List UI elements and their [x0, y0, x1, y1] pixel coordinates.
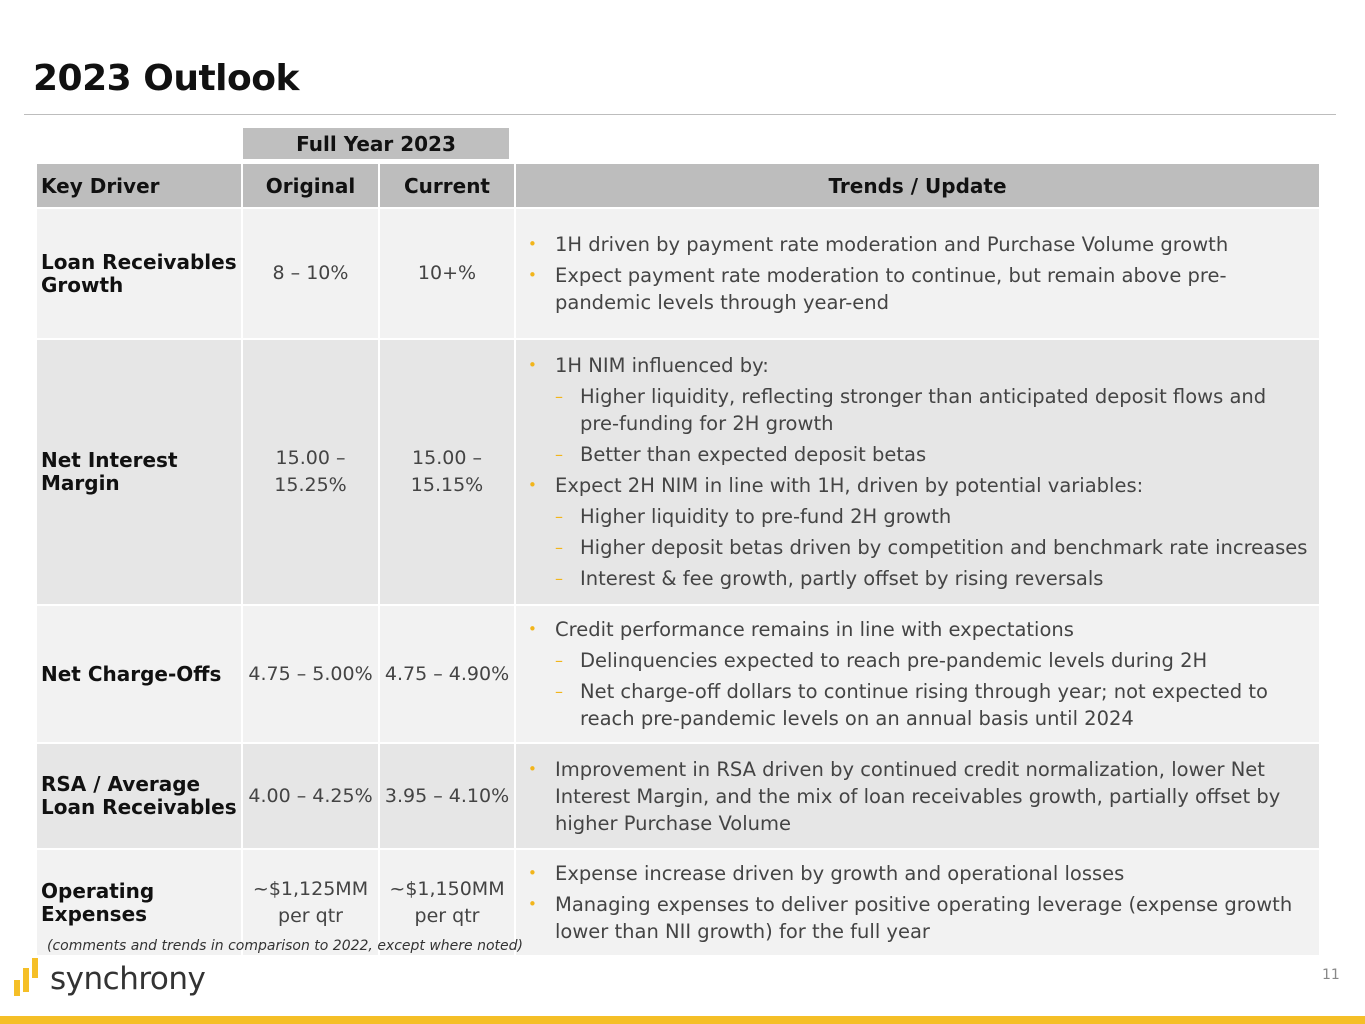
sub-bullet-item: – Better than expected deposit betas	[555, 441, 1309, 468]
bullet-text: Managing expenses to deliver positive operating leverage (expense growth lower than NII growth) for the full year	[555, 893, 1293, 943]
sub-bullet-item: – Higher deposit betas driven by competition and benchmark rate increases	[555, 534, 1309, 561]
trends-cell	[515, 208, 1320, 339]
table-header-row	[36, 163, 1320, 208]
trends-cell	[515, 339, 1320, 605]
key-driver-cell: Net Charge-Offs	[36, 605, 242, 743]
company-logo	[14, 958, 205, 996]
bullet-item	[528, 891, 1309, 945]
trends-cell	[515, 743, 1320, 849]
sub-bullet-item: – Interest & fee growth, partly offset by rising reversals	[555, 565, 1309, 592]
bullet-text: Expense increase driven by growth and operational losses	[555, 862, 1125, 885]
original-cell: 15.00 – 15.25%	[242, 339, 379, 605]
current-cell: 10+%	[379, 208, 515, 339]
bullet-list	[528, 231, 1309, 316]
footnote: (comments and trends in comparison to 2022, except where noted)	[47, 938, 523, 954]
bullet-item	[528, 616, 1309, 732]
current-cell: ~$1,150MM per qtr	[379, 849, 515, 956]
original-cell: ~$1,125MM per qtr	[242, 849, 379, 956]
logo-text: synchrony	[50, 961, 206, 997]
bullet-list	[528, 616, 1309, 732]
bottom-accent-bar	[0, 1016, 1365, 1024]
table-row	[36, 208, 1320, 339]
current-cell: 3.95 – 4.10%	[379, 743, 515, 849]
key-driver-cell: Loan Receivables Growth	[36, 208, 242, 339]
bullet-item	[528, 352, 1309, 468]
key-driver-cell: Net Interest Margin	[36, 339, 242, 605]
page-number: 11	[1322, 967, 1340, 983]
trends-cell	[515, 605, 1320, 743]
page-title: 2023 Outlook	[33, 58, 299, 99]
header-trends: Trends / Update	[515, 163, 1320, 208]
bullet-item	[528, 756, 1309, 837]
original-cell: 8 – 10%	[242, 208, 379, 339]
table-row	[36, 743, 1320, 849]
table-body	[36, 208, 1320, 956]
title-divider	[24, 114, 1336, 115]
sub-bullet-item: – Higher liquidity, reflecting stronger than anticipated deposit flows and pre-funding for 2H growth	[555, 383, 1309, 437]
full-year-header: Full Year 2023	[243, 128, 509, 159]
original-cell: 4.75 – 5.00%	[242, 605, 379, 743]
bullet-text: Credit performance remains in line with expectations	[555, 618, 1074, 641]
key-driver-cell: RSA / Average Loan Receivables	[36, 743, 242, 849]
key-driver-cell: Operating Expenses	[36, 849, 242, 956]
outlook-table	[35, 162, 1321, 957]
bullet-list	[528, 860, 1309, 945]
header-current: Current	[379, 163, 515, 208]
sub-bullet-list	[555, 383, 1309, 468]
bullet-text: Expect 2H NIM in line with 1H, driven by potential variables:	[555, 474, 1144, 497]
synchrony-logo-icon	[14, 958, 42, 996]
bullet-item	[528, 472, 1309, 592]
current-cell: 15.00 – 15.15%	[379, 339, 515, 605]
table-row	[36, 605, 1320, 743]
bullet-item	[528, 860, 1309, 887]
sub-bullet-item: – Delinquencies expected to reach pre-pandemic levels during 2H	[555, 647, 1309, 674]
bullet-item	[528, 231, 1309, 258]
header-key-driver: Key Driver	[36, 163, 242, 208]
sub-bullet-item: – Higher liquidity to pre-fund 2H growth	[555, 503, 1309, 530]
sub-bullet-item: – Net charge-off dollars to continue rising through year; not expected to reach pre-pandemic levels on an annual basis until 2024	[555, 678, 1309, 732]
bullet-text: Improvement in RSA driven by continued credit normalization, lower Net Interest Margin, and the mix of loan receivables growth, partially offset by higher Purchase Volume	[555, 757, 1281, 835]
bullet-list	[528, 352, 1309, 592]
trends-cell	[515, 849, 1320, 956]
bullet-item	[528, 262, 1309, 316]
current-cell: 4.75 – 4.90%	[379, 605, 515, 743]
bullet-text: 1H NIM influenced by:	[555, 354, 769, 377]
header-original: Original	[242, 163, 379, 208]
table-row	[36, 339, 1320, 605]
bullet-text: Expect payment rate moderation to continue, but remain above pre-pandemic levels through year-end	[555, 264, 1227, 314]
bullet-list	[528, 756, 1309, 837]
bullet-text: 1H driven by payment rate moderation and Purchase Volume growth	[555, 233, 1229, 256]
sub-bullet-list	[555, 647, 1309, 732]
original-cell: 4.00 – 4.25%	[242, 743, 379, 849]
sub-bullet-list	[555, 503, 1309, 592]
